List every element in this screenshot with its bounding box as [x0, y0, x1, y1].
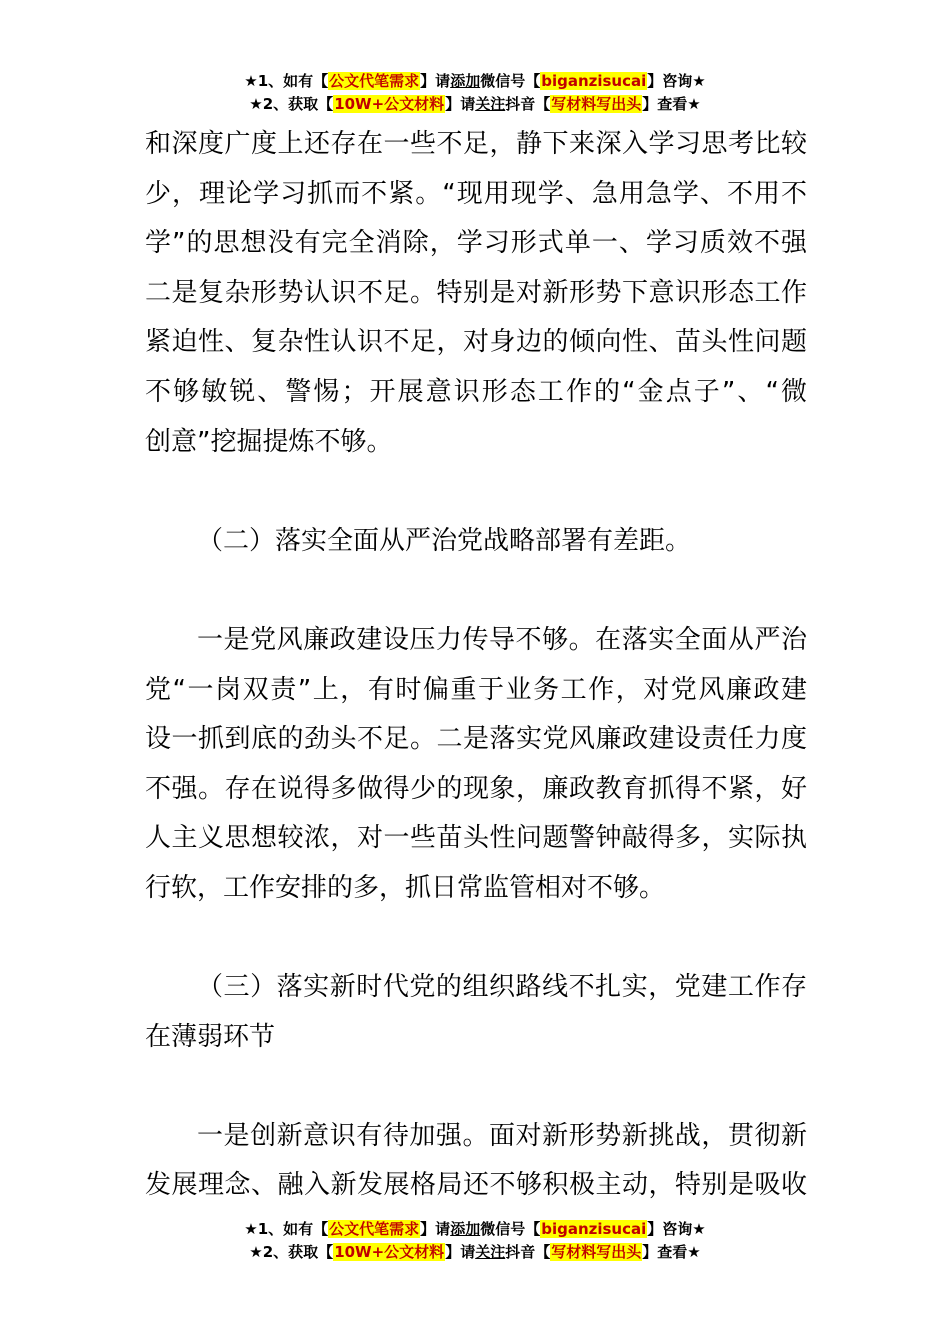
body-line: 一是创新意识有待加强。面对新形势新挑战，贯彻新	[197, 1120, 807, 1151]
banner-line-1: ★1、如有【公文代笔需求】请添加微信号【biganzisucai】咨询★	[244, 72, 706, 90]
body-line: 创意”挖掘提炼不够。	[145, 426, 393, 457]
body-line: 少，理论学习抓而不紧。“现用现学、急用急学、不用不	[145, 178, 807, 209]
highlight-wechat-id: biganzisucai	[541, 72, 647, 90]
banner-line-1: ★1、如有【公文代笔需求】请添加微信号【biganzisucai】咨询★	[244, 1220, 706, 1238]
highlight-service: 公文代笔需求	[329, 1220, 420, 1238]
body-line: 学”的思想没有完全消除，学习形式单一、学习质效不强	[145, 228, 807, 259]
document-body	[145, 120, 807, 1211]
highlight-wechat-id: biganzisucai	[541, 1220, 647, 1238]
body-line: 一是党风廉政建设压力传导不够。在落实全面从严治	[197, 624, 807, 655]
body-line: 不强。存在说得多做得少的现象，廉政教育抓得不紧，好	[145, 773, 807, 804]
header-banner	[0, 70, 950, 116]
paragraph-gap	[145, 1062, 807, 1112]
body-line: 二是复杂形势认识不足。特别是对新形势下意识形态工作	[145, 277, 807, 308]
highlight-douyin: 写材料写出头	[551, 1243, 642, 1261]
body-line: 不够敏锐、警惕；开展意识形态工作的“金点子”、“微	[145, 376, 807, 407]
body-line: 行软，工作安排的多，抓日常监管相对不够。	[145, 872, 666, 903]
paragraph-gap	[145, 566, 807, 616]
section-heading-continued: 在薄弱环节	[145, 1021, 276, 1052]
footer-banner	[0, 1218, 950, 1264]
body-line: 紧迫性、复杂性认识不足，对身边的倾向性、苗头性问题	[145, 327, 807, 358]
highlight-materials: 10W+公文材料	[334, 95, 445, 113]
body-line: 和深度广度上还存在一些不足，静下来深入学习思考比较	[145, 129, 807, 159]
body-line: 党“一岗双责”上，有时偏重于业务工作，对党风廉政建	[145, 674, 807, 705]
body-line: 人主义思想较浓，对一些苗头性问题警钟敲得多，实际执	[145, 823, 807, 854]
body-line: 发展理念、融入新发展格局还不够积极主动，特别是吸收	[145, 1170, 807, 1201]
highlight-service: 公文代笔需求	[329, 72, 420, 90]
section-heading: （三）落实新时代党的组织路线不扎实，党建工作存	[197, 972, 807, 1003]
highlight-douyin: 写材料写出头	[551, 95, 642, 113]
banner-line-2: ★2、获取【10W+公文材料】请关注抖音【写材料写出头】查看★	[249, 1243, 701, 1261]
paragraph-gap	[145, 914, 807, 964]
highlight-materials: 10W+公文材料	[334, 1243, 445, 1261]
body-line: 设一抓到底的劲头不足。二是落实党风廉政建设责任力度	[145, 724, 807, 755]
paragraph-gap	[145, 467, 807, 517]
banner-line-2: ★2、获取【10W+公文材料】请关注抖音【写材料写出头】查看★	[249, 95, 701, 113]
section-heading: （二）落实全面从严治党战略部署有差距。	[197, 525, 692, 556]
